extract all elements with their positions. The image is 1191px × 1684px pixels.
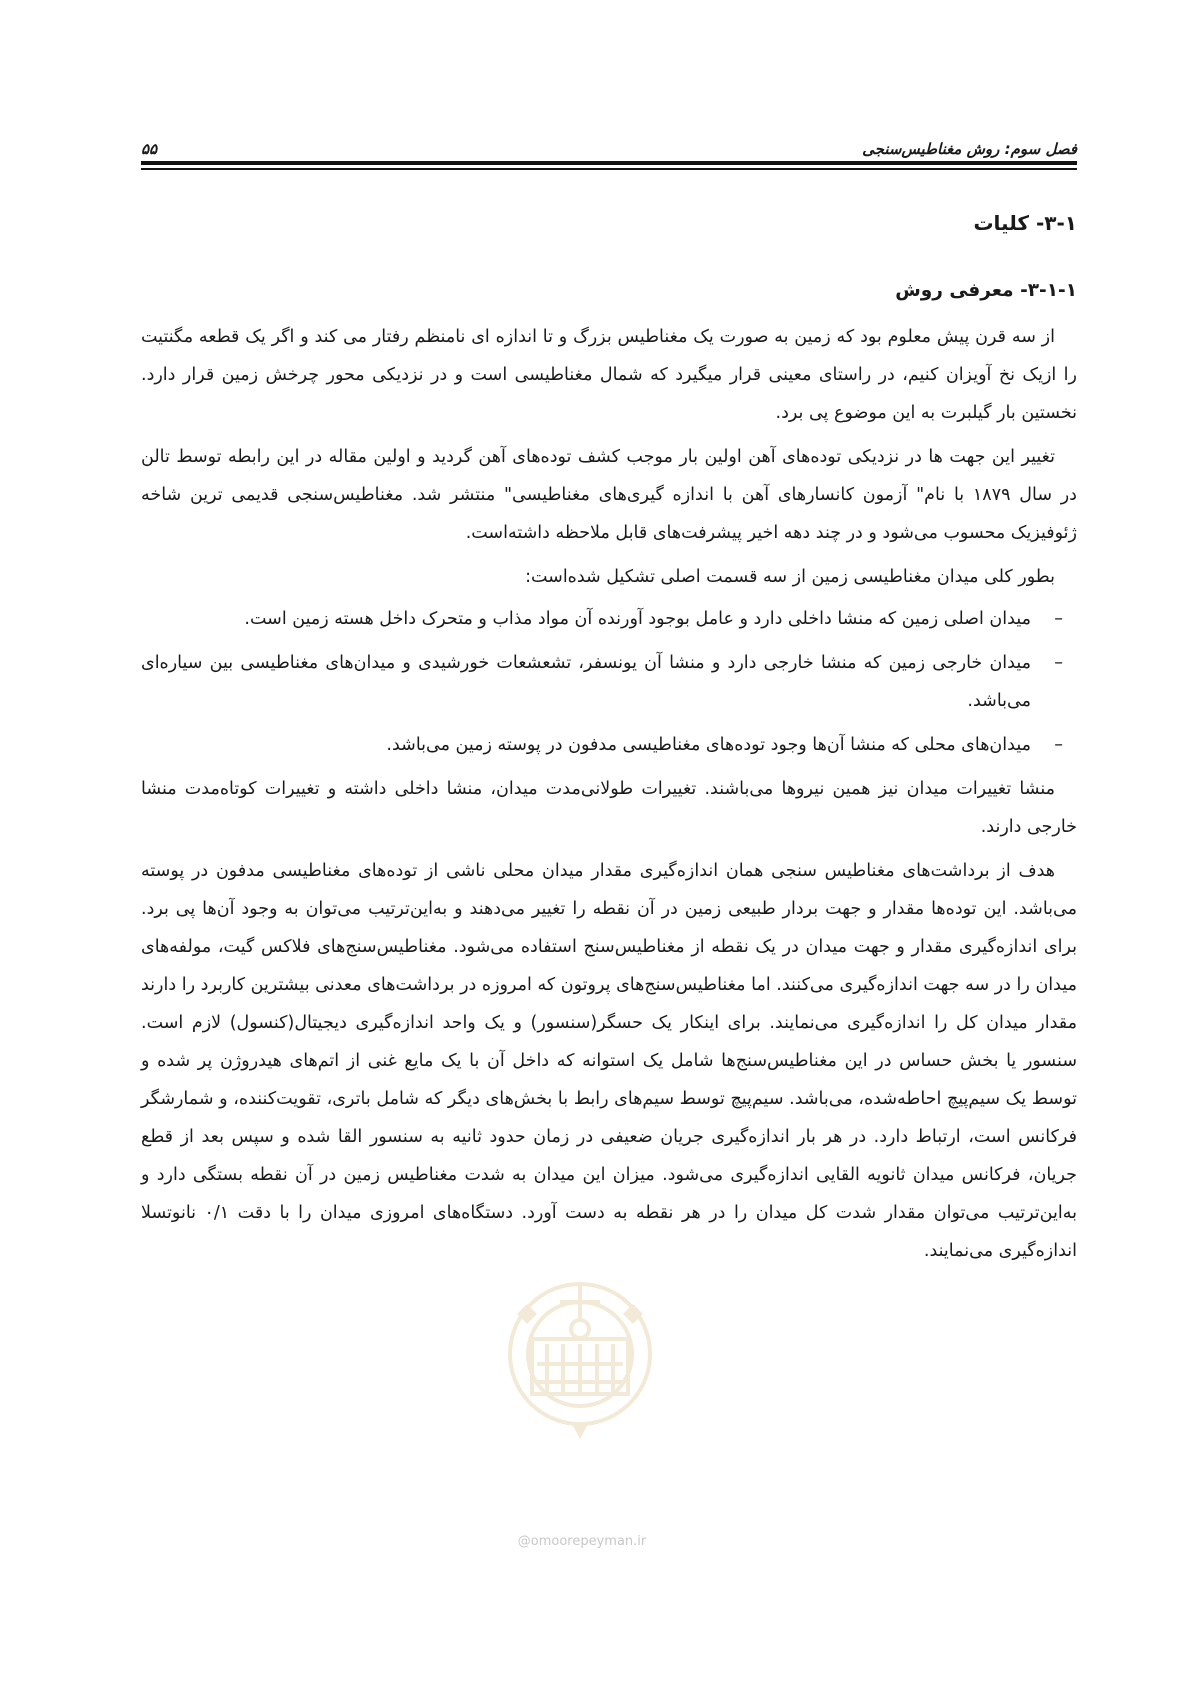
paragraph-magnetometers: هدف از برداشت‌های مغناطیس سنجی همان اندازه‌گیری مقدار میدان محلی ناشی از توده‌های مغناطیسی مدفون در پوسته می‌باشد. این توده‌ها مقدار و جهت بردار طبیعی زمین در آن نقطه را تغییر می‌دهند و به‌این‌ترتیب می‌توان به وجود آن‌ها پی برد. برای اندازه‌گیری مقدار و جهت میدان در یک نقطه از مغناطیس‌سنج استفاده می‌شود. مغناطیس‌سنج‌های فلاکس گیت، مولفه‌های میدان را در سه جهت اندازه‌گیری می‌کنند. اما مغناطیس‌سنج‌های پروتون که امروزه در برداشت‌های معدنی بیشترین کاربرد را دارند مقدار میدان کل را اندازه‌گیری می‌نمایند. برای اینکار یک حسگر(سنسور) و یک واحد اندازه‌گیری دیجیتال(کنسول) لازم است. سنسور یا بخش حساس در این مغناطیس‌سنج‌ها شامل یک استوانه که داخل آن با یک مایع غنی از اتم‌های هیدروژن پر شده و توسط یک سیم‌پیچ احاطه‌شده، می‌باشد. سیم‌پیچ توسط سیم‌های رابط با بخش‌های دیگر که شامل باتری، تقویت‌کننده، و شمارشگر فرکانس است، ارتباط دارد. در هر بار اندازه‌گیری جریان ضعیفی در زمان حدود ثانیه به سنسور القا شده و سپس بعد از قطع جریان، فرکانس میدان ثانویه القایی اندازه‌گیری می‌شود. میزان این میدان به شدت مغناطیس زمین در آن نقطه بستگی دارد و به‌این‌ترتیب می‌توان مقدار شدت کل میدان را در هر نقطه به دست آورد. دستگاه‌های امروزی میدان را با دقت ۰/۱ نانوتسلا اندازه‌گیری می‌نمایند. (141, 861, 1077, 1261)
list-item-text: میدان اصلی زمین که منشا داخلی دارد و عامل بوجود آورنده آن مواد مذاب و متحرک داخل هسته زمین است. (244, 609, 1031, 629)
list-item (141, 600, 1077, 638)
section-heading: ۳-۱- کلیات (973, 211, 1077, 235)
dash-bullet: – (1054, 735, 1063, 755)
page-header (141, 128, 1077, 158)
list-item-text: میدان‌های محلی که منشا آن‌ها وجود توده‌های مغناطیسی مدفون در پوسته زمین می‌باشد. (386, 735, 1031, 755)
header-rule-thick (141, 161, 1077, 165)
list-item (141, 644, 1077, 720)
watermark-emblem-icon (497, 1244, 663, 1454)
watermark-url: @omoorepeyman.ir (517, 1534, 647, 1549)
subsection-heading: ۳-۱-۱- معرفی روش (895, 280, 1077, 301)
page-number: ۵۵ (141, 140, 158, 158)
paragraph-intro: از سه قرن پیش معلوم بود که زمین به صورت یک مغناطیس بزرگ و تا اندازه ای نامنظم رفتار می کند و اگر یک قطعه مگنتیت را ازیک نخ آویزان کنیم، در راستای معینی قرار میگیرد که شمال مغناطیسی است و در نزدیکی محور چرخش زمین قرار دارد. نخستین بار گیلبرت به این موضوع پی برد. (141, 327, 1077, 423)
dash-bullet: – (1054, 609, 1063, 629)
paragraph-components-intro: بطور کلی میدان مغناطیسی زمین از سه قسمت اصلی تشکیل شده‌است: (525, 567, 1055, 587)
field-components-list (141, 600, 1077, 764)
paragraph-variations: منشا تغییرات میدان نیز همین نیروها می‌باشند. تغییرات طولانی‌مدت میدان، منشا داخلی داشته و تغییرات کوتاه‌مدت منشا خارجی دارند. (141, 779, 1077, 837)
chapter-title: فصل سوم: روش مغناطیس‌سنجی (862, 140, 1077, 158)
list-item (141, 726, 1077, 764)
list-item-text: میدان خارجی زمین که منشا خارجی دارد و منشا آن یونسفر، تشعشعات خورشیدی و میدان‌های مغناطیسی بین سیاره‌ای می‌باشد. (141, 653, 1031, 711)
paragraph-history: تغییر این جهت ها در نزدیکی توده‌های آهن اولین بار موجب کشف توده‌های آهن گردید و اولین مقاله در این رابطه توسط تالن در سال ۱۸۷۹ با نام" آزمون کانسارهای آهن با اندازه گیری‌های مغناطیسی" منتشر شد. مغناطیس‌سنجی قدیمی ترین شاخه ژئوفیزیک محسوب می‌شود و در چند دهه اخیر پیشرفت‌های قابل ملاحظه داشته‌است. (141, 447, 1077, 543)
header-rule-thin (141, 168, 1077, 170)
dash-bullet: – (1054, 653, 1063, 673)
page-body (141, 208, 1077, 1276)
